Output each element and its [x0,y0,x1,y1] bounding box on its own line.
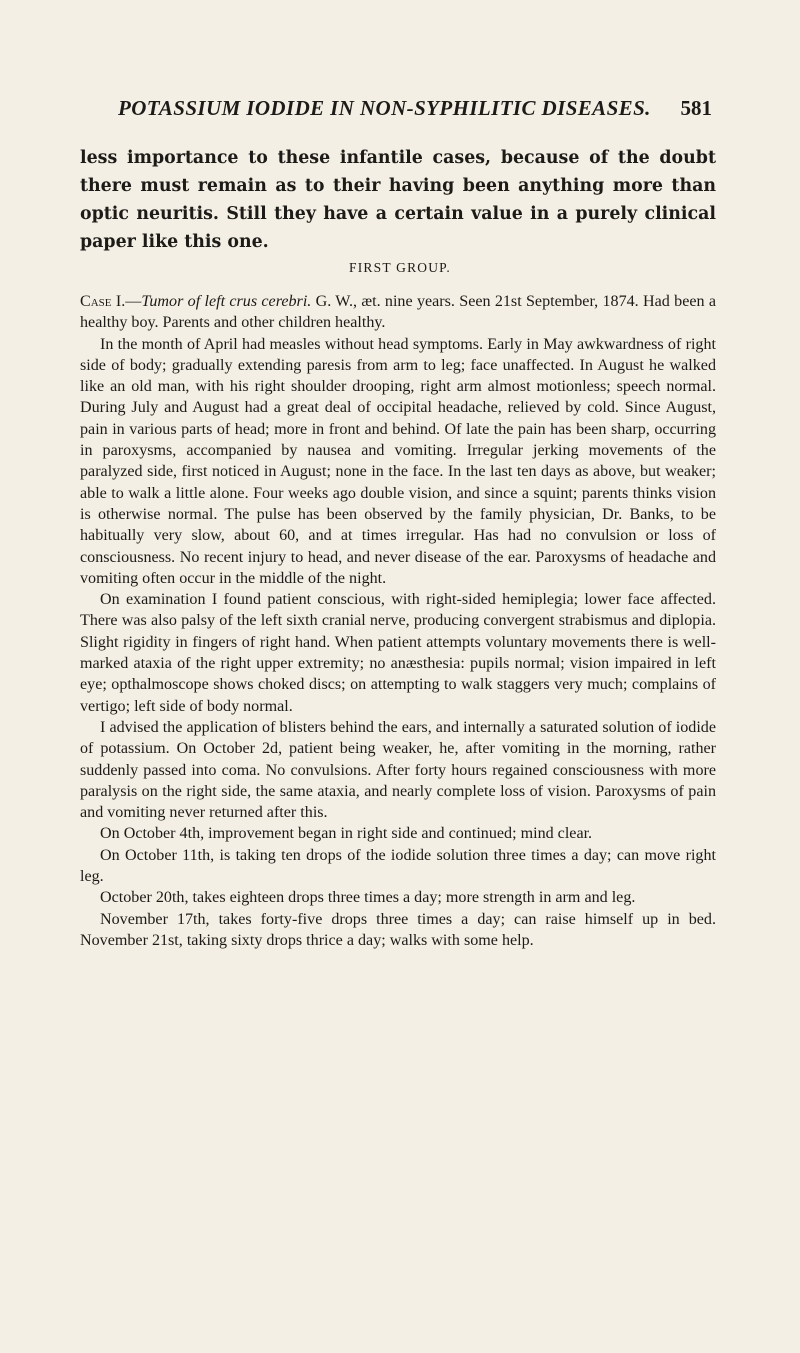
paragraph-october-4: On October 4th, improvement began in right side and continued; mind clear. [100,825,593,843]
case-paragraph [80,291,716,334]
paragraph-examination: On examination I found patient conscious, with right-sided hemiplegia; lower face affected. There was also palsy of the left sixth cranial nerve, producing convergent strabismus and diplopia. Slight rigidity in fingers of right hand. When patient attempts voluntary movements there is well-marked ataxia of the right upper extremity; no anæsthesia: pupils normal; vision impaired in left eye; opthalmoscope shows choked discs; on attempting to walk staggers very much; complains of vertigo; left side of body normal. [80,591,716,715]
paragraph-october-20: October 20th, takes eighteen drops three times a day; more strength in arm and leg. [100,889,636,907]
paragraph-november: November 17th, takes forty-five drops three times a day; can raise himself up in bed. November 21st, taking sixty drops thrice a day; walks with some help. [80,910,716,949]
page-number: 581 [680,96,712,120]
case-dash: — [125,293,142,310]
case-opening: G. W., æt. nine years. Seen 21st September, 1874. Had been a healthy boy. Parents and other children healthy. [80,293,716,332]
running-head [118,96,712,126]
paragraph-treatment: I advised the application of blisters behind the ears, and internally a saturated solution of iodide of potassium. On October 2d, patient being weaker, he, after vomiting in the morning, rather suddenly passed into coma. No convulsions. After forty hours regained consciousness with more paralysis on the right side, the same ataxia, and nearly complete loss of vision. Paroxysms of pain and vomiting never returned after this. [80,718,716,822]
paragraph-october-11: On October 11th, is taking ten drops of the iodide solution three times a day; can move right leg. [80,846,716,886]
body-text [80,291,716,951]
case-label: Case I. [80,293,126,310]
section-heading: FIRST GROUP. [349,260,451,275]
paragraph-history: In the month of April had measles without head symptoms. Early in May awkwardness of right side of body; gradually extending paresis from arm to leg; face unaffected. In August he walked like an old man, with his right shoulder drooping, right arm almost motionless; speech normal. During July and August had a great deal of occipital headache, relieved by cold. Since August, pain in various parts of head; more in front and behind. Of late the pain has been sharp, occurring in paroxysms, accompanied by nausea and vomiting. Irregular jerking movements of the paralyzed side, first noticed in August; none in the face. In the last ten days as above, but weaker; able to walk a little alone. Four weeks ago double vision, and since a squint; parents thinks vision is otherwise normal. The pulse has been observed by the family physician, Dr. Banks, to be habitually very slow, about 60, and at times irregular. Has had no convulsion or loss of consciousness. No recent injury to head, and never disease of the ear. Paroxysms of headache and vomiting often occur in the middle of the night. [80,335,716,587]
running-head-title: POTASSIUM IODIDE IN NON-SYPHILITIC DISEASES. [118,96,651,120]
intro-paragraph: less importance to these infantile cases, because of the doubt there must remain as to their having been anything more than optic neuritis. Still they have a certain value in a purely clinical paper like this one. [80,148,716,252]
case-title: Tumor of left crus cerebri. [141,293,312,310]
